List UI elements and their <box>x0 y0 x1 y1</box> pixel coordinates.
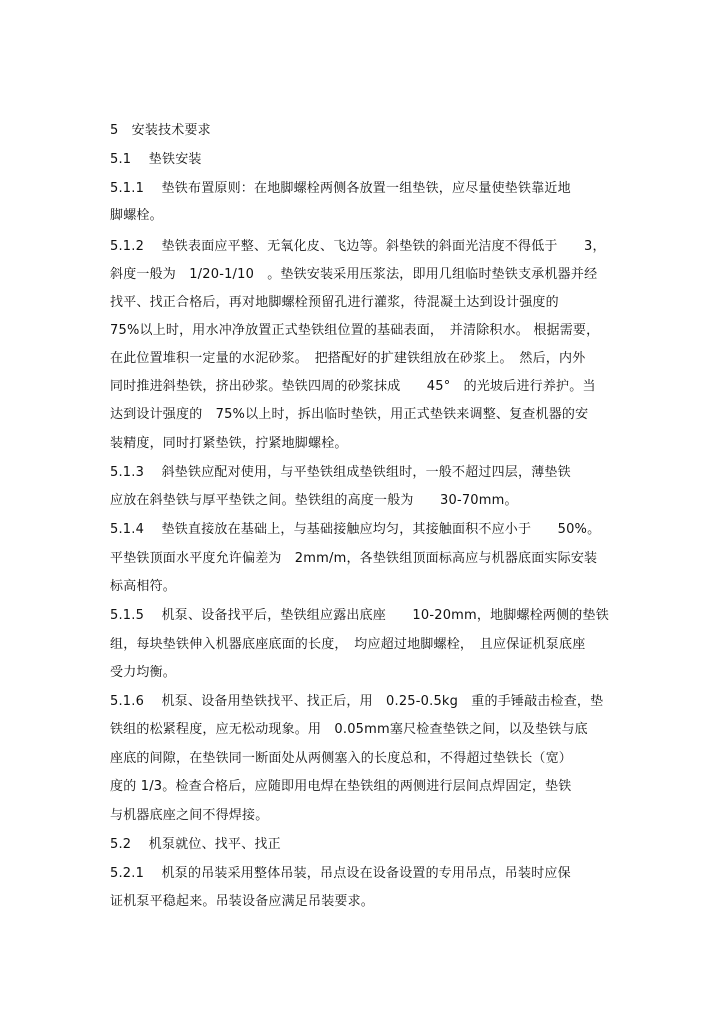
paragraph-line: 5.2.1 机泵的吊装采用整体吊装，吊点设在设备设置的专用吊点，吊装时应保 <box>110 866 571 881</box>
paragraph-line: 脚螺栓。 <box>110 208 163 223</box>
paragraph-line: 达到设计强度的 75%以上时，拆出临时垫铁，用正式垫铁来调整、复查机器的安 <box>110 407 589 422</box>
section-heading-5-2: 5.2 机泵就位、找平、找正 <box>110 837 281 852</box>
paragraph-line: 5.1.2 垫铁表面应平整、无氧化皮、飞边等。斜垫铁的斜面光洁度不得低于 3， <box>110 239 606 254</box>
paragraph-line: 铁组的松紧程度，应无松动现象。用 0.05mm塞尺检查垫铁之间，以及垫铁与底 <box>110 722 588 737</box>
paragraph-line: 受力均衡。 <box>110 665 177 680</box>
paragraph-line: 证机泵平稳起来。吊装设备应满足吊装要求。 <box>110 894 375 909</box>
paragraph-line: 标高相符。 <box>110 579 177 594</box>
paragraph-line: 5.1.4 垫铁直接放在基础上，与基础接触应均匀，其接触面积不应小于 50%。 <box>110 522 601 537</box>
paragraph-line: 组，每块垫铁伸入机器底座底面的长度， 均应超过地脚螺栓， 且应保证机泵底座 <box>110 637 586 652</box>
section-heading-5: 5 安装技术要求 <box>110 123 211 138</box>
paragraph-line: 找平、找正合格后，再对地脚螺栓预留孔进行灌浆，待混凝土达到设计强度的 <box>110 295 559 310</box>
paragraph-line: 在此位置堆积一定量的水泥砂浆。 把搭配好的扩建铁组放在砂浆上。 然后，内外 <box>110 351 586 366</box>
paragraph-line: 平垫铁顶面水平度允许偏差为 2mm/m，各垫铁组顶面标高应与机器底面实际安装 <box>110 551 598 566</box>
paragraph-line: 5.1.5 机泵、设备找平后，垫铁组应露出底座 10-20mm，地脚螺栓两侧的垫铁 <box>110 608 609 623</box>
paragraph-line: 斜度一般为 1/20-1/10 。垫铁安装采用压浆法，即用几组临时垫铁支承机器并经 <box>110 267 598 282</box>
paragraph-line: 度的 1/3。检查合格后，应随即用电焊在垫铁组的两侧进行层间点焊固定，垫铁 <box>110 779 572 794</box>
paragraph-line: 5.1.1 垫铁布置原则：在地脚螺栓两侧各放置一组垫铁，应尽量使垫铁靠近地 <box>110 181 571 196</box>
paragraph-line: 装精度，同时打紧垫铁，拧紧地脚螺栓。 <box>110 436 348 451</box>
paragraph-line: 与机器底座之间不得焊接。 <box>110 808 269 823</box>
paragraph-line: 75%以上时，用水冲净放置正式垫铁组位置的基础表面， 并清除积水。 根据需要， <box>110 323 600 338</box>
paragraph-line: 座底的间隙，在垫铁同一断面处从两侧塞入的长度总和，不得超过垫铁长（宽） <box>110 751 573 766</box>
section-heading-5-1: 5.1 垫铁安装 <box>110 152 202 167</box>
paragraph-line: 5.1.3 斜垫铁应配对使用，与平垫铁组成垫铁组时，一般不超过四层，薄垫铁 <box>110 465 571 480</box>
paragraph-line: 同时推进斜垫铁，挤出砂浆。垫铁四周的砂浆抹成 45° 的光坡后进行养护。当 <box>110 379 596 394</box>
paragraph-line: 5.1.6 机泵、设备用垫铁找平、找正后，用 0.25-0.5kg 重的手锤敲击检查，垫 <box>110 694 604 709</box>
paragraph-line: 应放在斜垫铁与厚平垫铁之间。垫铁组的高度一般为 30-70mm。 <box>110 493 518 508</box>
